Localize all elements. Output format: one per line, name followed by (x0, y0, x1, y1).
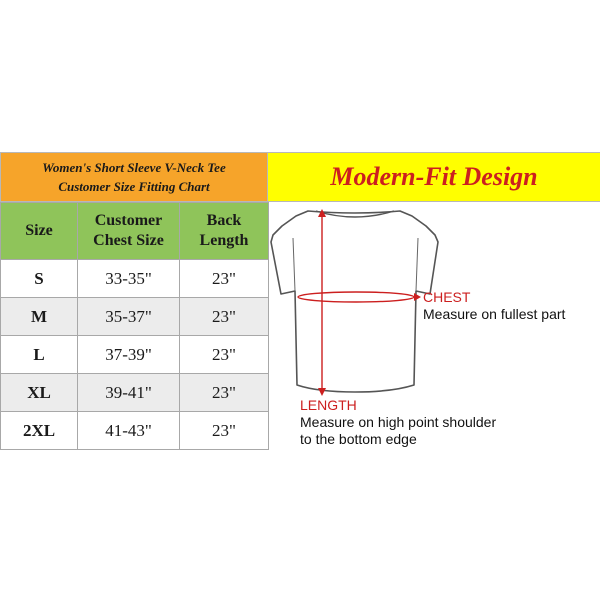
length-label: LENGTH (300, 397, 357, 413)
table-row (1, 412, 269, 450)
table-row (1, 336, 269, 374)
chest-arrow (414, 293, 421, 301)
chart-heading (0, 152, 268, 202)
design-title: Modern-Fit Design (268, 152, 600, 202)
chest-cell: 37-39" (78, 336, 180, 374)
col-header-chest (78, 203, 180, 260)
length-cell: 23" (180, 298, 269, 336)
chest-description: Measure on fullest part (423, 306, 566, 322)
col-header-chest-line2: Chest Size (93, 232, 164, 249)
length-cell: 23" (180, 336, 269, 374)
size-cell: M (1, 298, 78, 336)
col-header-length (180, 203, 269, 260)
col-header-size (1, 203, 78, 260)
size-table (0, 202, 269, 450)
chart-heading-line1: Women's Short Sleeve V-Neck Tee (42, 160, 226, 175)
table-row (1, 260, 269, 298)
chest-cell: 39-41" (78, 374, 180, 412)
chart-heading-line2: Customer Size Fitting Chart (58, 179, 210, 194)
size-chart (0, 152, 600, 450)
table-row (1, 298, 269, 336)
col-header-length-line2: Length (199, 232, 249, 249)
table-header-row (1, 203, 269, 260)
chest-cell: 33-35" (78, 260, 180, 298)
length-description-line1: Measure on high point shoulder (300, 414, 497, 430)
measurement-diagram (268, 202, 600, 450)
col-header-chest-line1: Customer (94, 212, 163, 229)
tshirt-sleeve-seam-left (293, 238, 295, 291)
tshirt-sleeve-seam-right (416, 238, 418, 291)
length-cell: 23" (180, 374, 269, 412)
size-cell: L (1, 336, 78, 374)
chest-cell: 41-43" (78, 412, 180, 450)
length-cell: 23" (180, 412, 269, 450)
length-arrow-bottom (318, 388, 326, 396)
size-cell: 2XL (1, 412, 78, 450)
size-cell: S (1, 260, 78, 298)
col-header-length-line1: Back (206, 212, 242, 229)
chest-cell: 35-37" (78, 298, 180, 336)
table-row (1, 374, 269, 412)
col-header-size-text: Size (25, 222, 53, 239)
length-cell: 23" (180, 260, 269, 298)
size-cell: XL (1, 374, 78, 412)
chest-ellipse (298, 292, 414, 302)
length-description-line2: to the bottom edge (300, 431, 417, 447)
chest-label: CHEST (423, 289, 471, 305)
